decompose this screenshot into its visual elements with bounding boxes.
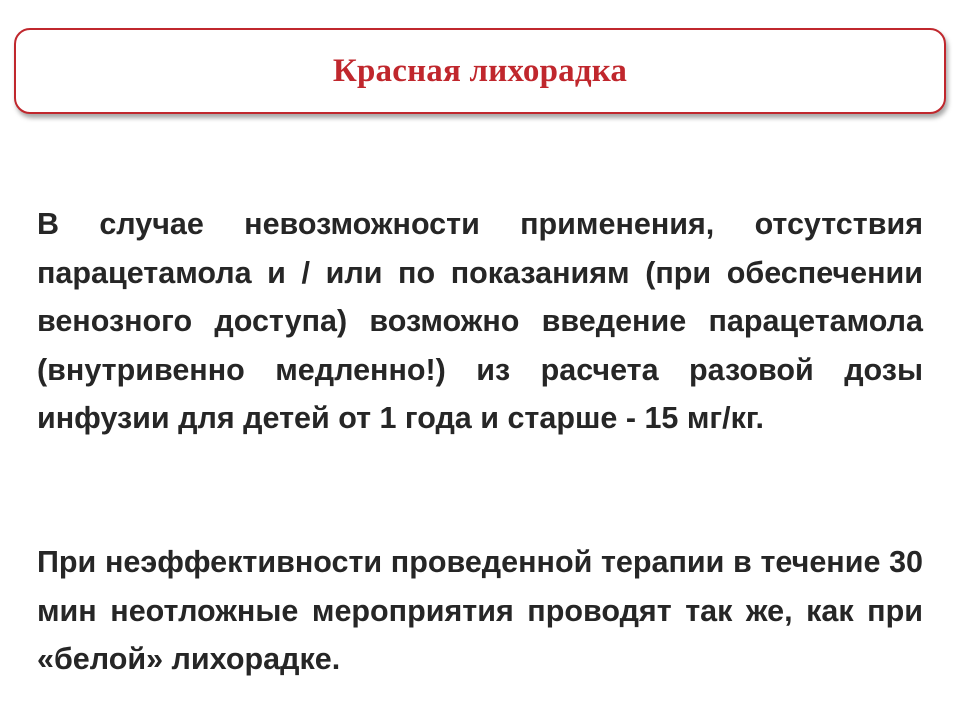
title-banner bbox=[14, 28, 946, 114]
body-paragraph-2: При неэффективности проведенной терапии в течение 30 мин неотложные мероприятия проводят так же, как при «белой» лихорадке. bbox=[37, 545, 923, 676]
slide-title: Красная лихорадка bbox=[332, 52, 628, 89]
body-paragraph-1: В случае невозможности применения, отсутствия парацетамола и / или по показаниям (при обеспечении венозного доступа) возможно введение парацетамола (внутривенно медленно!) из расчета разовой дозы инфузии для детей от 1 года и старше - 15 мг/кг. bbox=[37, 207, 923, 435]
